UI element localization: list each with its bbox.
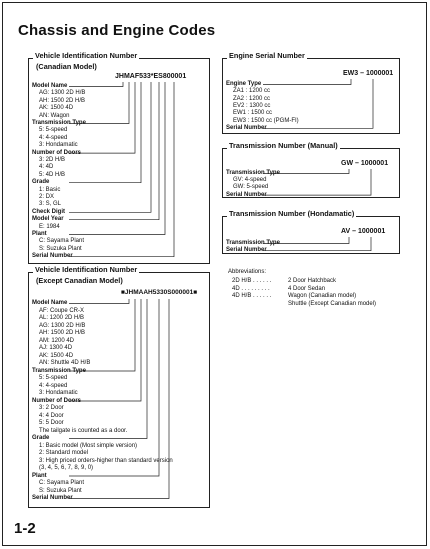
field-heading: Transmission Type [32,120,86,126]
field-heading: Check Digit [32,208,66,215]
abbreviation-term: 4D H/B . . . . . . [232,293,272,300]
field-value: EW1 : 1500 cc [233,110,273,117]
engine-serial-title: Engine Serial Number [229,51,305,60]
field-value: AG: 1300 2D H/B [39,90,86,97]
field-value: 5: 5 Door [39,420,64,426]
vin-except-title: Vehicle Identification Number [35,265,138,274]
field-value: AK: 1500 4D [39,105,74,112]
field-value: AM: 1200 4D [39,337,75,344]
field-heading: Serial Number [226,247,267,254]
field-value: ZA1 : 1200 cc [233,88,271,95]
field-value: C: Sayama Plant [39,238,85,245]
field-heading: Plant [32,472,47,479]
vin-canadian-box [28,51,210,264]
field-heading: Serial Number [32,253,73,260]
vin-canadian-title: Vehicle Identification Number [35,51,138,60]
page-number: 1-2 [14,520,36,537]
field-value: 5: 5-speed [39,375,68,381]
vin-canadian-subtitle: (Canadian Model) [36,62,97,71]
field-value: AN: Shuttle 4D H/B [39,360,91,366]
abbreviation-row [232,300,376,309]
vin-except-box [28,265,210,508]
field-heading: Model Year [32,216,64,223]
field-heading: Serial Number [32,495,73,501]
field-value: GW: 5-speed [233,184,269,191]
field-value: 2: DX [39,194,55,200]
field-value: GV: 4-speed [233,177,267,184]
field-value: EV2 : 1300 cc [233,102,271,109]
field-heading: Model Name [32,300,68,306]
field-heading: Number of Doors [32,149,82,156]
field-value: 3: S, GL [39,201,62,208]
field-heading: Transmission Type [226,170,280,176]
leader-lines [223,217,399,253]
field-heading: Transmission Type [226,240,280,246]
trans-manual-code: GW – 1000001 [341,160,389,167]
vin-canadian-code: JHMAF533*ES800001 [115,73,187,80]
leader-lines [223,59,399,133]
trans-manual-title: Transmission Number (Manual) [229,141,338,150]
field-value: C: Sayama Plant [39,480,85,486]
trans-honda-title: Transmission Number (Hondamatic) [229,209,355,218]
abbreviations-heading: Abbreviations: [228,269,267,275]
field-value: 4: 4-speed [39,382,68,389]
trans-honda-code: AV – 1000001 [341,228,386,235]
field-heading: Grade [32,179,50,186]
abbreviation-meaning: 4 Door Sedan [288,285,326,292]
field-value: 3: 2D H/B [39,157,66,163]
field-heading: Serial Number [226,191,267,198]
abbreviation-term: 4D . . . . . . . . . [232,285,270,292]
field-heading: Plant [32,231,47,237]
field-value: S: Suzuka Plant [39,487,82,494]
field-value: 4: 4 Door [39,412,64,419]
leader-lines [29,273,209,507]
engine-serial-box [222,51,400,134]
leader-lines [29,59,209,263]
field-value: 2: Standard model [39,450,89,456]
abbreviation-meaning: 2 Door Hatchback [288,278,337,284]
field-heading: Engine Type [226,81,262,87]
abbreviation-term: 2D H/B . . . . . . [232,278,272,284]
field-value: 1: Basic [39,186,61,193]
vin-except-subtitle: (Except Canadian Model) [36,276,123,285]
field-value: 4: 4-speed [39,134,68,141]
field-value: S: Suzuka Plant [39,245,82,252]
field-heading: Model Name [32,83,68,89]
field-value: AG: 1300 2D H/B [39,322,86,329]
field-value: AK: 1500 4D [39,352,74,359]
page-title: Chassis and Engine Codes [18,22,216,39]
field-heading: Number of Doors [32,397,82,404]
field-value: The tailgate is counted as a door. [39,427,128,434]
trans-manual-box [222,141,400,198]
field-value: 3: 2 Door [39,405,64,411]
leader-lines [223,149,399,197]
field-value: AH: 1500 2D H/B [39,330,86,336]
field-value: 5: 5-speed [39,127,68,134]
field-value: ZA2 : 1200 cc [233,95,271,102]
field-value: (3, 4, 5, 6, 7, 8, 9, 0) [39,465,94,471]
field-value: AJ: 1300 4D [39,345,73,351]
field-heading: Serial Number [226,124,267,131]
field-value: AL: 1200 2D H/B [39,315,85,321]
field-value: 3: Hondamatic [39,142,78,149]
field-value: 3: Hondamatic [39,390,78,396]
field-value: 4: 4D [39,164,54,171]
vin-except-code: ■JHMAAH5330S000001■ [121,289,198,296]
field-value: 1: Basic model (Most simple version) [39,442,138,449]
field-value: AN: Wagon [39,112,70,119]
trans-honda-box [222,209,400,254]
field-value: 5: 4D H/B [39,171,66,178]
abbreviation-meaning: Wagon (Canadian model) [288,293,357,300]
abbreviation-meaning: Shuttle (Except Canadian model) [288,300,377,307]
field-value: E: 1984 [39,223,60,230]
field-value: 3: High priced orders-higher than standard version [39,457,173,464]
engine-serial-code: EW3 – 1000001 [343,70,394,77]
field-heading: Grade [32,435,50,441]
field-heading: Transmission Type [32,367,86,374]
field-value: EW3 : 1500 cc (PGM-FI) [233,117,299,124]
field-value: AH: 1500 2D H/B [39,97,86,104]
field-value: AF: Coupe CR-X [39,307,85,314]
